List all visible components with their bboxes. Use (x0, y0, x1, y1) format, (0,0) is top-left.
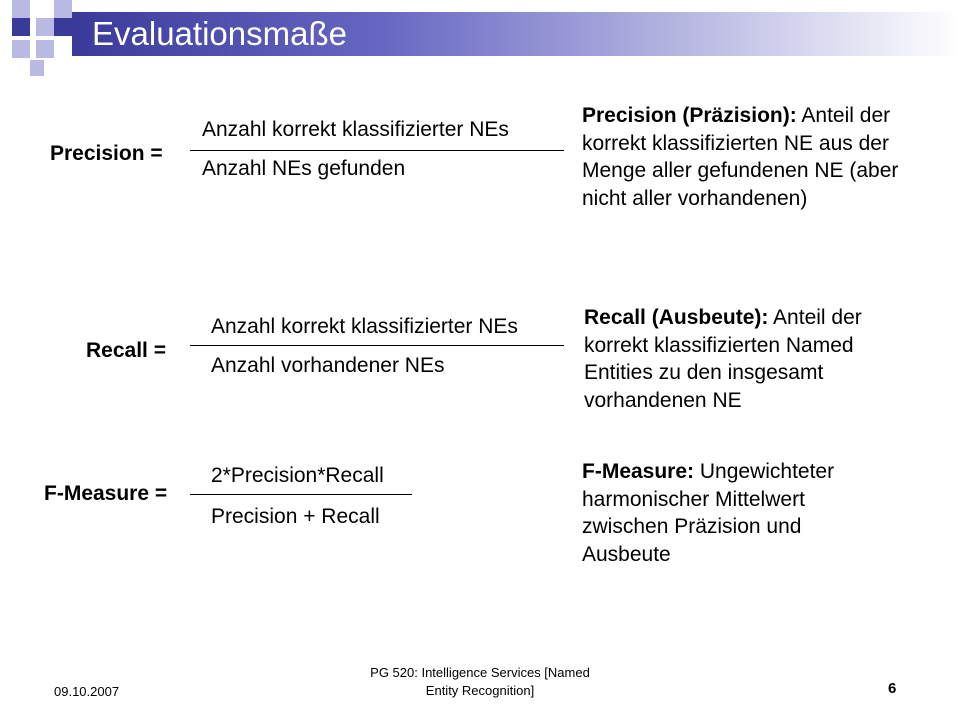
fmeasure-fraction-line (190, 494, 412, 495)
decor-square (54, 0, 72, 18)
fmeasure-label: F-Measure = (44, 482, 168, 505)
precision-label: Precision = (50, 142, 163, 165)
recall-label: Recall = (86, 339, 166, 362)
fmeasure-numerator: 2*Precision*Recall (211, 464, 384, 487)
precision-numerator: Anzahl korrekt klassifizierter NEs (202, 118, 509, 141)
footer-title (330, 664, 630, 700)
page-number: 6 (888, 680, 897, 697)
decor-square (12, 0, 30, 18)
decor-square (12, 18, 30, 36)
footer-title-line2: Entity Recognition] (425, 683, 535, 698)
precision-fraction-line (190, 150, 564, 151)
decor-square (54, 18, 72, 36)
decor-square (30, 60, 44, 76)
decor-square (36, 40, 54, 58)
recall-description (584, 304, 884, 414)
fmeasure-text: Ungewichteter harmonischer Mittelwert zwischen Präzision und Ausbeute (582, 460, 835, 566)
recall-text: Anteil der korrekt klassifizierten Named Entities zu den insgesamt vorhandenen NE (584, 306, 862, 412)
decor-square (12, 40, 30, 58)
recall-denominator: Anzahl vorhandener NEs (211, 354, 445, 377)
fmeasure-denominator: Precision + Recall (211, 505, 380, 528)
recall-term: Recall (Ausbeute): (584, 306, 769, 329)
footer-date: 09.10.2007 (54, 684, 120, 699)
decor-square (36, 18, 54, 36)
precision-text: Anteil der korrekt klassifizierten NE aus der Menge aller gefundenen NE (aber nicht aller vorhandenen) (582, 104, 899, 210)
footer-title-line1: PG 520: Intelligence Services [Named (370, 665, 590, 680)
precision-denominator: Anzahl NEs gefunden (202, 157, 406, 180)
precision-term: Precision (Präzision): (582, 104, 797, 127)
recall-numerator: Anzahl korrekt klassifizierter NEs (211, 315, 518, 338)
precision-description (582, 102, 932, 212)
recall-fraction-line (190, 345, 564, 346)
fmeasure-description (582, 458, 882, 568)
slide-title: Evaluationsmaße (92, 15, 347, 52)
fmeasure-term: F-Measure: (582, 460, 695, 483)
